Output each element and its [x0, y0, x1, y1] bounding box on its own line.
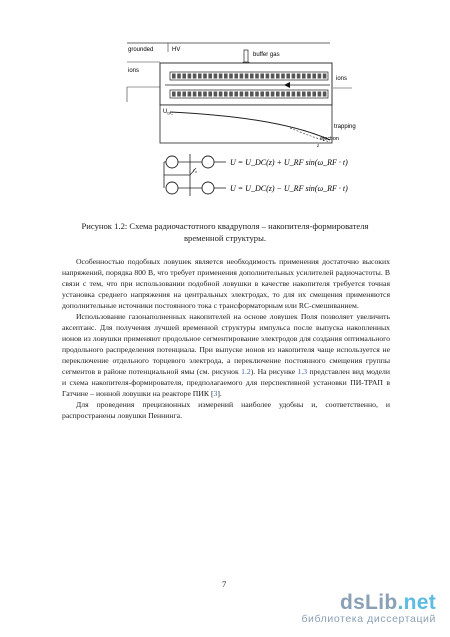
electrode-segment — [297, 92, 301, 97]
electrode-segment — [302, 74, 306, 79]
electrode-segment — [182, 92, 186, 97]
electrode-segment — [281, 74, 285, 79]
electrode-segment — [214, 74, 218, 79]
electrode-segment — [318, 74, 322, 79]
electrode-segment — [266, 74, 270, 79]
electrode-segment — [214, 92, 218, 97]
electrode-segment — [177, 92, 181, 97]
electrode-segment — [307, 92, 311, 97]
label-udc: $U_{DC}$ — [163, 109, 174, 116]
potential-plot — [160, 105, 332, 143]
electrode-segment — [219, 74, 223, 79]
electrode-segment — [260, 74, 264, 79]
body-text — [62, 256, 390, 421]
watermark-subtitle: библиотека диссертаций — [301, 613, 436, 625]
label-z: z — [317, 143, 320, 149]
electrode-segment — [203, 92, 207, 97]
electrode-segment — [292, 92, 296, 97]
electrode-segment — [208, 92, 212, 97]
label-hv: HV — [172, 47, 181, 53]
ref-citation-3[interactable]: 3 — [213, 389, 218, 398]
figure-quadrupole-scheme — [0, 0, 450, 215]
formula-bottom: U = U_DC(z) − U_RF sin(ω_RF · t) — [230, 184, 348, 193]
electrode-segment — [250, 92, 254, 97]
figure-caption — [62, 220, 388, 244]
quadrupole-diagram — [0, 0, 450, 215]
caption-text: Рисунок 1.2: Схема радиочастотного квадруполя – накопителя-формирователя временной структуры. — [81, 221, 369, 243]
electrode-segment — [318, 92, 322, 97]
label-trapping: trapping — [334, 124, 356, 130]
electrode-segment — [276, 92, 280, 97]
electrode-segment — [297, 74, 301, 79]
electrode-segment — [260, 92, 264, 97]
electrode-segment — [240, 74, 244, 79]
label-r0: $r_0$ — [193, 169, 197, 174]
electrode-segment — [229, 92, 233, 97]
label-buffer-gas: buffer gas — [253, 52, 280, 58]
electrode-segment — [198, 92, 202, 97]
electrode-segment — [234, 92, 238, 97]
electrode-segment — [307, 74, 311, 79]
electrode-segment — [193, 92, 197, 97]
electrode-segment — [245, 92, 249, 97]
electrode-segment — [323, 74, 327, 79]
electrode-segment — [172, 92, 176, 97]
electrode-segment — [286, 92, 290, 97]
electrode-segment — [172, 74, 176, 79]
electrode-segment — [255, 92, 259, 97]
ref-figure-1-3[interactable]: 1.3 — [297, 367, 308, 376]
electrode-segment — [312, 74, 316, 79]
electrode-segment — [255, 74, 259, 79]
electrode-segment — [188, 92, 192, 97]
electrode-segment — [276, 74, 280, 79]
label-ions-in: ions — [128, 68, 140, 74]
electrode-segment — [281, 92, 285, 97]
page-number: 7 — [222, 579, 227, 589]
electrode-segment — [177, 74, 181, 79]
electrode-segment — [188, 74, 192, 79]
electrode-segment — [208, 74, 212, 79]
electrode-segment — [312, 92, 316, 97]
electrode-segment — [182, 74, 186, 79]
label-ejection: ejection — [320, 136, 339, 142]
electrode-segment — [240, 92, 244, 97]
electrode-segment — [323, 92, 327, 97]
label-ions-out: ions — [336, 76, 348, 82]
label-grounded: grounded — [128, 47, 154, 53]
paragraph-3: Для проведения прецизионных измерений наиболее удобны и, соответственно, и распространены ловушки Пеннинга. — [62, 400, 390, 420]
electrode-segment — [266, 92, 270, 97]
ref-figure-1-2[interactable]: 1.2 — [241, 367, 251, 376]
watermark — [301, 591, 436, 625]
electrode-segment — [229, 74, 233, 79]
paragraph-2: Использование газонаполненных накопителей на основе ловушек Поля позволяет увеличить аксептанс. Для получения лучшей временной структуры импульса после выпуска накопленных ионов из ловушки применяют продольное сегментирование электродов для создания оптимального продольного распределения потенциала. При выпуске ионов из накопителя чаще используется не переключение отдельного торцевого электрода, а переключение постоянного смещения группы сегментов в районе потенциальной ямы (см. рисунок 1.2). На рисунке 1.3 представлен вид модели и схема накопителя-формирователя, предполагаемого для перспективной установки ПИ-ТРАП в Гатчине – ионной ловушки на реакторе ПИК [3]. — [62, 312, 390, 398]
electrode-segment — [250, 74, 254, 79]
paragraph-1: Особенностью подобных ловушек является необходимость применения достаточно высоких напряжений, порядка 800 В, что требует применения дополнительных усилителей радиочастоты. В связи с тем, что при использовании подобной ловушки в качестве накопителя требуется точная установка среднего напряжения на центральных электродах, то для их смещения применяются дополнительные источники постоянного тока с трансформаторным или RC-смешиванием. — [62, 257, 390, 310]
electrode-segment — [234, 74, 238, 79]
electrode-segment — [193, 74, 197, 79]
formula-top: U = U_DC(z) + U_RF sin(ω_RF · t) — [230, 158, 348, 167]
electrode-segment — [292, 74, 296, 79]
electrode-segment — [245, 74, 249, 79]
electrode-segment — [224, 74, 228, 79]
trap-housing — [160, 63, 332, 105]
electrode-segment — [224, 92, 228, 97]
electrode-segment — [219, 92, 223, 97]
electrode-segment — [302, 92, 306, 97]
electrode-segment — [198, 74, 202, 79]
electrode-segment — [271, 92, 275, 97]
electrode-segment — [271, 74, 275, 79]
watermark-logo: dsLib.net — [339, 591, 436, 614]
electrode-segment — [203, 74, 207, 79]
electrode-segment — [286, 74, 290, 79]
